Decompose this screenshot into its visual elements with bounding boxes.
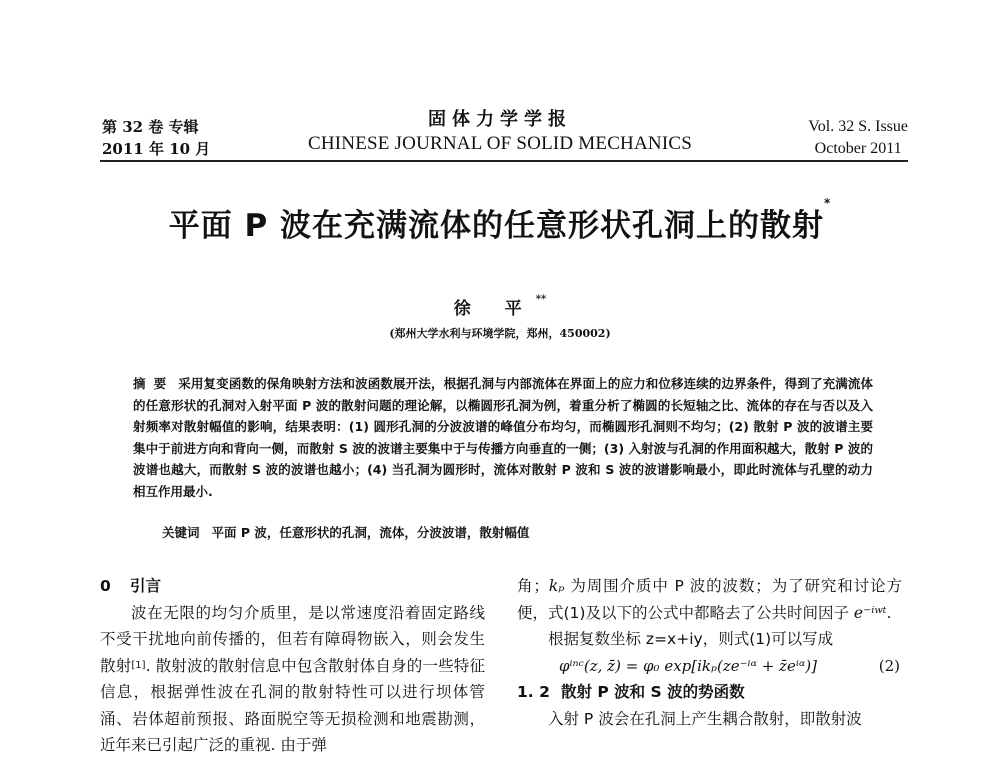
section-heading-introduction [100, 573, 485, 600]
date-cn: 2011 年 10 月 [102, 140, 211, 158]
section-number: 1. 2 [517, 683, 550, 701]
journal-masthead [250, 108, 750, 156]
keywords-text: 平面 P 波，任意形状的孔洞，流体，分波波谱，散射幅值 [211, 525, 530, 540]
intro-text-part1: 波在无限的均匀介质里，是以常速度沿着固定路线不受干扰地向前传播的，但若有障碍物嵌入，则会发生散射 [100, 603, 485, 675]
author-name: 徐 平 [453, 299, 536, 319]
header-divider [100, 160, 908, 162]
body-paragraph-3: 入射 P 波会在孔洞上产生耦合散射，即散射波 [548, 709, 862, 728]
author [0, 294, 1000, 319]
header-volume-en [808, 116, 908, 160]
journal-name-en: CHINESE JOURNAL OF SOLID MECHANICS [307, 133, 692, 154]
equation-2 [517, 653, 902, 680]
header-volume-cn [102, 116, 210, 160]
para1-prefix: 角； [517, 577, 549, 595]
keywords [162, 523, 529, 541]
volume-cn: 第 32 卷 专辑 [102, 118, 199, 136]
journal-name-cn: 固体力学学报 [428, 109, 572, 130]
para1-end: . [886, 603, 892, 622]
body-paragraph-2: 根据复数坐标 z=x+iy，则式(1)可以写成 [548, 630, 834, 648]
citation-ref[interactable]: [1] [131, 659, 146, 671]
author-footnote-mark: ** [535, 294, 547, 305]
volume-en: Vol. 32 S. Issue [808, 118, 908, 135]
abstract [133, 373, 873, 502]
wavenumber-symbol: kₚ [548, 577, 565, 595]
equation-formula: φⁱⁿᶜ(z, z̄) = φ₀ exp[ikₚ(ze⁻ⁱᵅ + z̄eⁱᵅ)] [559, 656, 817, 675]
keywords-label: 关键词 [162, 525, 200, 540]
paper-title [0, 196, 1000, 245]
date-en: October 2011 [814, 140, 902, 157]
intro-text-part2: . 散射波的散射信息中包含散射体自身的一些特征信息，根据弹性波在孔洞的散射特性可以进行坝体管涌、岩体超前预报、路面脱空等无损检测和地震勘测，近年来已引起广泛的重视. 由于弹 [100, 656, 485, 754]
para1-text: 为周围介质中 P 波的波数；为了研究和讨论方便，式(1)及以下的公式中都略去了公共时间因子 [517, 577, 902, 622]
section-heading-1-2 [517, 679, 902, 706]
left-column [100, 573, 485, 759]
author-affiliation: (郑州大学水利与环境学院，郑州，450002) [389, 327, 611, 340]
intro-paragraph [100, 600, 485, 759]
equation-number: (2) [878, 656, 900, 675]
right-column [517, 573, 902, 732]
abstract-text: 采用复变函数的保角映射方法和波函数展开法，根据孔洞与内部流体在界面上的应力和位移连续的边界条件，得到了充满流体的任意形状的孔洞对入射平面 P 波的散射问题的理论解，以椭圆形孔洞为例，着重分析了椭圆的长短轴之比、流体的存在与否以及入射频率对散射幅值的影响，结果表明：(1) 圆形孔洞的分波波谱的峰值分布均匀，而椭圆形孔洞则不均匀；(2) 散射 P 波的波谱主要集中于前进方向和背向一侧，而散射 S 波的波谱主要集中于与传播方向垂直的一侧；(3) 入射波与孔洞的作用面积越大，散射 P 波的波谱也越大，而散射 S 波的波谱也越小；(4) 当孔洞为圆形时，流体对散射 P 波和 S 波的波谱影响最小，即此时流体与孔壁的动力相互作用最小. [133, 376, 873, 499]
title-footnote-mark: * [824, 196, 832, 210]
paper-title-text: 平面 P 波在充满流体的任意形状孔洞上的散射 [168, 208, 825, 244]
time-factor: e⁻ⁱʷᵗ [853, 603, 887, 622]
body-paragraph-1 [517, 573, 902, 626]
section-title: 引言 [130, 577, 162, 595]
section-title: 散射 P 波和 S 波的势函数 [561, 683, 745, 701]
section-number: 0 [100, 577, 111, 595]
abstract-label: 摘要 [133, 376, 175, 391]
